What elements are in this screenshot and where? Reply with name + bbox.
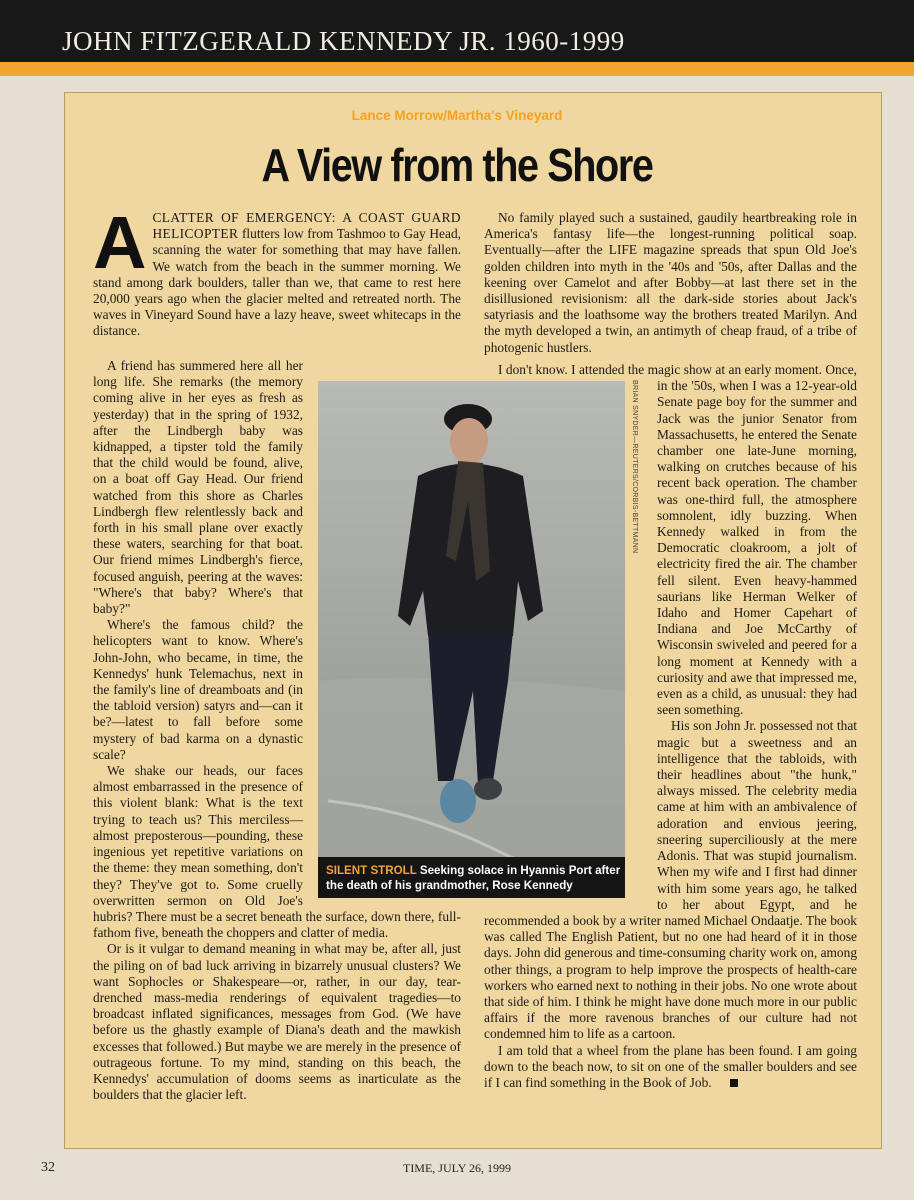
issue-date: TIME, JULY 26, 1999	[402, 1161, 511, 1175]
photo-credit-text: BRIAN SNYDER—REUTERS/CORBIS-BETTMANN	[631, 380, 638, 554]
lead-smallcaps: CLATTER OF EMERGENCY: A COAST GUARD HELICOPTER	[152, 210, 461, 242]
drop-cap: A	[93, 201, 147, 284]
header-bar	[0, 0, 914, 62]
column-right-lead	[484, 210, 857, 356]
end-mark	[730, 1079, 738, 1087]
photo-credit	[628, 380, 642, 590]
paragraph: I don't know. I attended the magic show at an early moment. Once, in the '50s, when I was a 12-year-old Senate page boy for the summer and Jack was the junior Senator from Massachusetts, he entered the Senate chamber one late-June morning, walking on crutches because of his recent back operation. The chamber was one-third full, the atmosphere somnolent, idly buzzing. When Kennedy walked in from the Democratic cloakroom, a jolt of electricity fired the air. The chamber fell silent. Even heavy-hammed saurians like Herman Welker of Idaho and Homer Capehart of Indiana and Joe McCarthy of Wisconsin swiveled and peered for a long moment at Kennedy with a curiosity and awe that impressed me, even as a child, as unusual: they had seen something.	[498, 362, 857, 718]
series-title: JOHN FITZGERALD KENNEDY JR. 1960-1999	[62, 26, 625, 56]
paragraph: A friend has summered here all her long life. She remarks (the memory coming alive in her eyes as fresh as yesterday) that in the spring of 1932, after the Lindbergh baby was kidnapped, a tipster told the family that the child would be found, alive, on a boat off Gay Head. Our friend watched from this shore as Charles Lindbergh flew relentlessly back and forth in his small plane over exactly these waters, searching for that boat. Our friend mimes Lindbergh's fierce, focused anguish, peering at the waves: "Where's that baby? Where's that baby?"	[93, 358, 303, 617]
caption-label: SILENT STROLL	[326, 864, 417, 877]
closing-text: I am told that a wheel from the plane has been found. I am going down to the beach now, to sit on one of the smaller boulders and see if I can find something in the Book of Job.	[484, 1042, 857, 1090]
photo-caption	[318, 857, 625, 898]
accent-stripe	[0, 62, 914, 76]
paragraph: Or is it vulgar to demand meaning in what may be, after all, just the piling on of bad luck arriving in bizarrely unusual clusters? We want Sophocles or Shakespeare—or, rather, in our day, tear-drenched mass-media renderings of equivalent tragedies—to broadcast inflated significances, messages from God. (We have before us the ghastly example of Diana's death and the mawkish excesses that followed.) But maybe we are merely in the presence of outrageous fortune. To my mind, standing on this beach, the Kennedys' accumulation of dooms seems as inarticulate as the boulders that the glacier left.	[93, 941, 461, 1103]
paragraph: Where's the famous child? the helicopters want to know. Where's John-John, who became, in time, the Kennedys' hunk Telemachus, next in the family's line of dreamboats and (in the tabloid version) satyrs and—can it be?—latest to fall before some mystery of bad karma on a dynastic scale?	[93, 617, 303, 762]
byline-kicker: Lance Morrow/Martha's Vineyard	[351, 108, 563, 123]
page-number: 32	[41, 1160, 55, 1175]
photo-illustration	[318, 381, 625, 898]
paragraph: We shake our heads, our faces almost embarrassed in the presence of this violent blank: What is the text trying to teach us? This merciless—almost preposterous—pounding, these ingenious yet repetitive variations on the theme: they mean something, don't they? They've got to. Some cruelly overwritten sermon on Old Joe's hubris? There must be a secret beneath the surface, down there, full-fathom five, beneath the choppers and clatter of media.	[93, 763, 461, 941]
column-left-lead	[93, 201, 461, 340]
lead-text: flutters low from Tashmoo to Gay Head, scanning the water for something that may have fallen. We watch from the beach in the summer morning. We stand among dark boulders, taller than we, that came to rest here 20,000 years ago when the glacier melted and retreated north. The waves in Vineyard Sound have a lazy heave, sweet whitecaps in the distance.	[93, 226, 461, 339]
paragraph: No family played such a sustained, gaudily heartbreaking role in America's fantasy life—the longest-running political soap. Eventually—after the LIFE magazine spreads that spun Old Joe's golden children into myth in the '40s and '50s, after Dallas and the keening over Camelot and after Bobby—at last there set in the disillusioned revisionism: all the dark-side stories about Jack's satyriasis and the loathsome way the brothers treated Marilyn. And the myth developed a twin, an antimyth of cheap fraud, of a tribe of photogenic hustlers.	[484, 210, 857, 355]
lead-paragraph	[93, 201, 461, 340]
paragraph: His son John Jr. possessed not that magic but a sweetness and an intelligence that the tabloids, with their headlines about "the hunk," always missed. The celebrity media came at him with an ambivalence of adoration and envious jeering, sneering superciliously at the mere Adonis. That was stupid journalism. When my wife and I first had dinner with him some years ago, he talked to her about Egypt, and he recommended a book by a writer named Michael Ondaatje. The book was called The English Patient, but no one had heard of it in those days. John did generous and time-consuming charity work on, among other things, a program to help improve the prospects of health-care workers who earned next to nothing in their jobs. No one wrote about that side of him. I think he might have done much more in our public affairs if the more ravenous branches of our culture had not condemned him to life as a cartoon.	[484, 718, 857, 1042]
caption-text: Seeking solace in Hyannis Port after the death of his grandmother, Rose Kennedy	[326, 864, 621, 892]
article-photo	[318, 381, 625, 898]
headline: A View from the Shore	[261, 139, 653, 191]
closing-paragraph	[484, 1043, 857, 1092]
